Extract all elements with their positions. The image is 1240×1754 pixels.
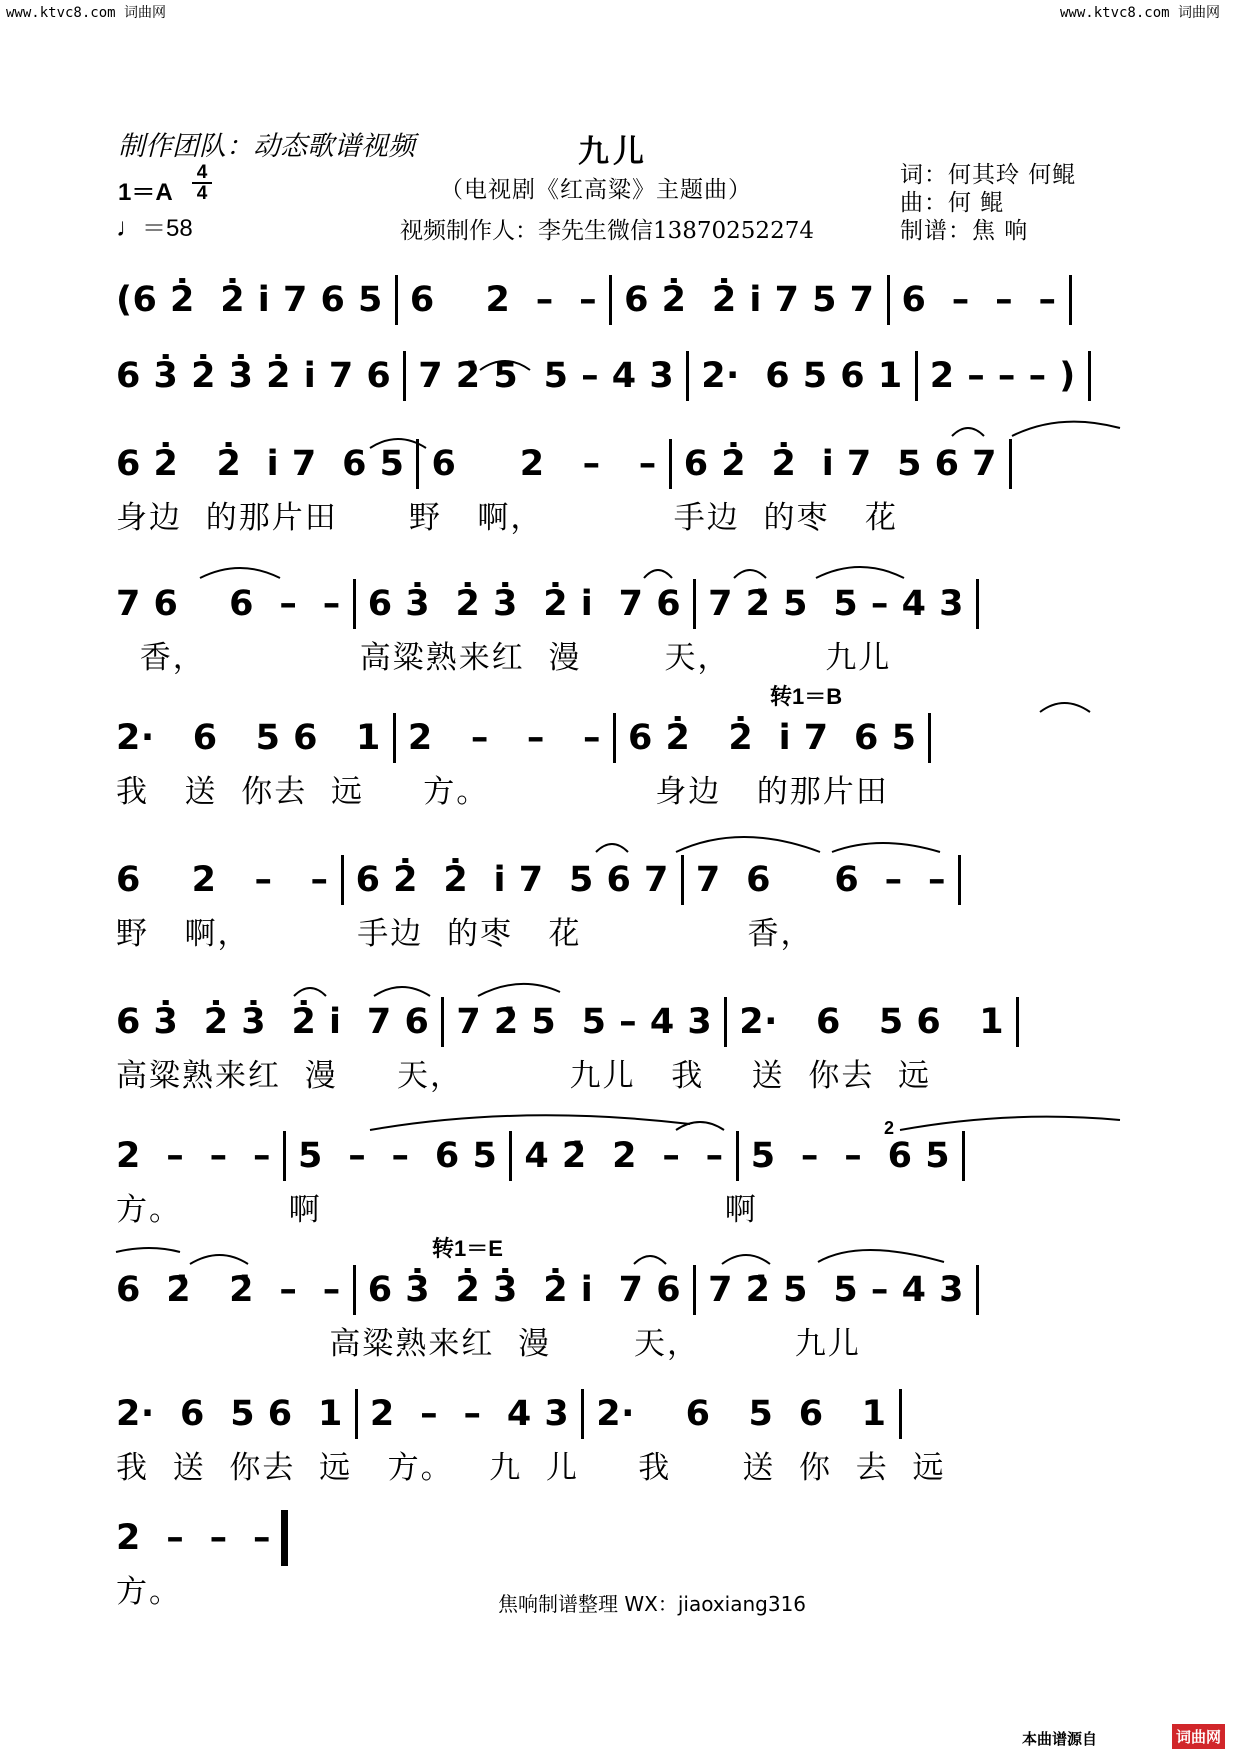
- system-9: [116, 1262, 1126, 1362]
- measure: 6 2 – –: [431, 444, 657, 484]
- measure: 6 3̇ 2̇ 3̇ 2̇ i̇ 7 6: [116, 1002, 430, 1042]
- modulation-e: 转1＝E: [432, 1236, 503, 1261]
- measure: 2· 6 5 6 1: [116, 1394, 343, 1434]
- measure: 2 – – –: [407, 718, 601, 758]
- site-watermark-right: www.ktvc8.com 词曲网: [1060, 5, 1221, 21]
- barline: [355, 1389, 358, 1439]
- system-8: [116, 1128, 1126, 1228]
- measure: 7 2̇ 5 5 – 4 3: [456, 1002, 713, 1042]
- notation-line: [116, 1386, 1126, 1442]
- time-signature: [192, 164, 212, 202]
- quarter-note-icon: ♩: [116, 212, 142, 242]
- production-team: 制作团队：动态歌谱视频: [118, 131, 415, 162]
- measure: (6 2̇ 2̇ i̇ 7 6 5: [116, 280, 383, 320]
- notation-line: [116, 994, 1126, 1050]
- notation-line: [116, 272, 1126, 328]
- barline: [441, 997, 444, 1047]
- measure: 6 2 – –: [409, 280, 598, 320]
- measure: 7 6 6 – –: [116, 584, 341, 624]
- grace-note: 2: [884, 1118, 895, 1138]
- slur: [818, 1250, 944, 1262]
- measure: 6 2̇ 2̇ i̇ 7 5 6 7: [355, 860, 669, 900]
- barline: [976, 1265, 979, 1315]
- final-barline: [281, 1510, 288, 1566]
- notation-line: [116, 1262, 1126, 1318]
- barline: [958, 855, 961, 905]
- source-note: 本曲谱源自: [1022, 1730, 1098, 1748]
- notation-line: [116, 576, 1126, 632]
- measure: 2 – – – ): [929, 356, 1076, 396]
- measure: 6 2̇ 2̇ i̇ 7 5 6 7: [683, 444, 998, 484]
- barline: [341, 855, 344, 905]
- tempo-marking: [116, 208, 193, 243]
- song-subtitle: （电视剧《红高粱》主题曲）: [440, 177, 752, 203]
- barline: [353, 579, 356, 629]
- barline: [686, 351, 689, 401]
- measure: 2· 6 5 6 1: [596, 1394, 887, 1434]
- measure: 6 3̇ 2̇ 3̇ 2̇ i̇ 7 6: [367, 584, 682, 624]
- slur: [952, 428, 984, 436]
- barline: [609, 275, 612, 325]
- time-top: 4: [196, 162, 208, 183]
- slur: [596, 844, 628, 852]
- barline: [915, 351, 918, 401]
- measure: 2 – – –: [116, 1518, 271, 1558]
- system-2: [116, 348, 1126, 404]
- measure: 6 2̇ 2̇ i̇ 7 6 5: [116, 444, 405, 484]
- lyrics-line: 方。 啊 啊: [116, 1192, 758, 1228]
- measure: 6 3̇ 2̇ 3̇ 2̇ i̇ 7 6: [116, 356, 392, 396]
- notation-line: [116, 348, 1126, 404]
- slur: [676, 837, 820, 852]
- measure: 2· 6 5 6 1: [701, 356, 903, 396]
- lyrics-line: 高粱熟来红 漫 天， 九儿: [116, 1326, 861, 1362]
- notation-line: [116, 1510, 1126, 1566]
- measure: 7 2̇ 5 5 – 4 3: [708, 1270, 964, 1310]
- measure: 6 3̇ 2̇ 3̇ 2̇ i̇ 7 6: [367, 1270, 682, 1310]
- measure: 2 – – –: [116, 1136, 271, 1176]
- notation-line: [116, 852, 1126, 908]
- barline: [887, 275, 890, 325]
- measure: 5 – – 6 5: [750, 1136, 951, 1176]
- system-6: [116, 852, 1126, 952]
- lyrics-line: 野 啊， 手边 的枣 花 香，: [116, 916, 814, 952]
- measure: 2· 6 5 6 1: [116, 718, 381, 758]
- barline: [962, 1131, 965, 1181]
- lyrics-line: 我 送 你去 远 方。 九 儿 我 送 你 去 远: [116, 1450, 946, 1486]
- barline: [393, 713, 396, 763]
- time-bottom: 4: [196, 183, 208, 204]
- lyrics-line: 我 送 你去 远 方。 身边 的那片田: [116, 774, 889, 810]
- lyrics-line: 高粱熟来红 漫 天， 九儿 我 送 你去 远: [116, 1058, 932, 1094]
- barline: [283, 1131, 286, 1181]
- measure: 6 2 – –: [116, 860, 329, 900]
- arranger-credit: 制谱：焦 响: [900, 218, 1029, 244]
- barline: [353, 1265, 356, 1315]
- barline: [693, 579, 696, 629]
- system-7: [116, 994, 1126, 1094]
- notation-line: [116, 1128, 1126, 1184]
- system-5: [116, 710, 1126, 810]
- system-3: [116, 436, 1126, 536]
- barline: [416, 439, 419, 489]
- barline: [581, 1389, 584, 1439]
- key-signature: 1＝A: [118, 179, 173, 206]
- barline: [613, 713, 616, 763]
- lyrics-line: 香， 高粱熟来红 漫 天， 九儿: [116, 640, 892, 676]
- slur: [116, 1248, 180, 1252]
- source-brand-logo: 词曲网: [1172, 1724, 1225, 1749]
- barline: [736, 1131, 739, 1181]
- barline: [395, 275, 398, 325]
- barline: [976, 579, 979, 629]
- notation-line: [116, 710, 1126, 766]
- barline: [1088, 351, 1091, 401]
- system-4: [116, 576, 1126, 676]
- barline: [693, 1265, 696, 1315]
- barline: [681, 855, 684, 905]
- barline: [724, 997, 727, 1047]
- notation-line: [116, 436, 1126, 492]
- lyrics-line: 方。: [116, 1574, 182, 1610]
- tempo-value: ＝58: [142, 215, 193, 242]
- measure: 6 2̇ 2̇ – –: [116, 1270, 341, 1310]
- measure: 4 2̇ 2 – –: [524, 1136, 724, 1176]
- measure: 7 2̇ 5 5 – 4 3: [418, 356, 675, 396]
- barline: [509, 1131, 512, 1181]
- measure: 6 2̇ 2̇ i̇ 7 5 7: [624, 280, 875, 320]
- modulation-b: 转1＝B: [770, 684, 843, 709]
- barline: [1009, 439, 1012, 489]
- barline: [669, 439, 672, 489]
- composer-credit: 曲：何 鲲: [900, 190, 1005, 216]
- measure: 7 6 6 – –: [695, 860, 946, 900]
- barline: [899, 1389, 902, 1439]
- measure: 6 – – –: [901, 280, 1057, 320]
- measure: 7 2̇ 5 5 – 4 3: [708, 584, 964, 624]
- system-10: [116, 1386, 1126, 1486]
- arranger-contact: 焦响制谱整理 WX：jiaoxiang316: [498, 1592, 807, 1616]
- barline: [1016, 997, 1019, 1047]
- lyrics-line: 身边 的那片田 野 啊， 手边 的枣 花: [116, 500, 899, 536]
- song-title: 九儿: [578, 134, 648, 170]
- measure: 2 – – 4 3: [369, 1394, 570, 1434]
- measure: 5 – – 6 5: [297, 1136, 498, 1176]
- slur: [1012, 422, 1120, 436]
- slur: [832, 843, 940, 852]
- system-1: [116, 272, 1126, 328]
- video-producer: 视频制作人：李先生微信13870252274: [400, 218, 814, 244]
- measure: 2· 6 5 6 1: [739, 1002, 1005, 1042]
- lyricist-credit: 词：何其玲 何鲲: [900, 162, 1077, 188]
- barline: [1069, 275, 1072, 325]
- barline: [403, 351, 406, 401]
- measure: 6 2̇ 2̇ i̇ 7 6 5: [627, 718, 917, 758]
- site-watermark-left: www.ktvc8.com 词曲网: [6, 5, 167, 21]
- barline: [928, 713, 931, 763]
